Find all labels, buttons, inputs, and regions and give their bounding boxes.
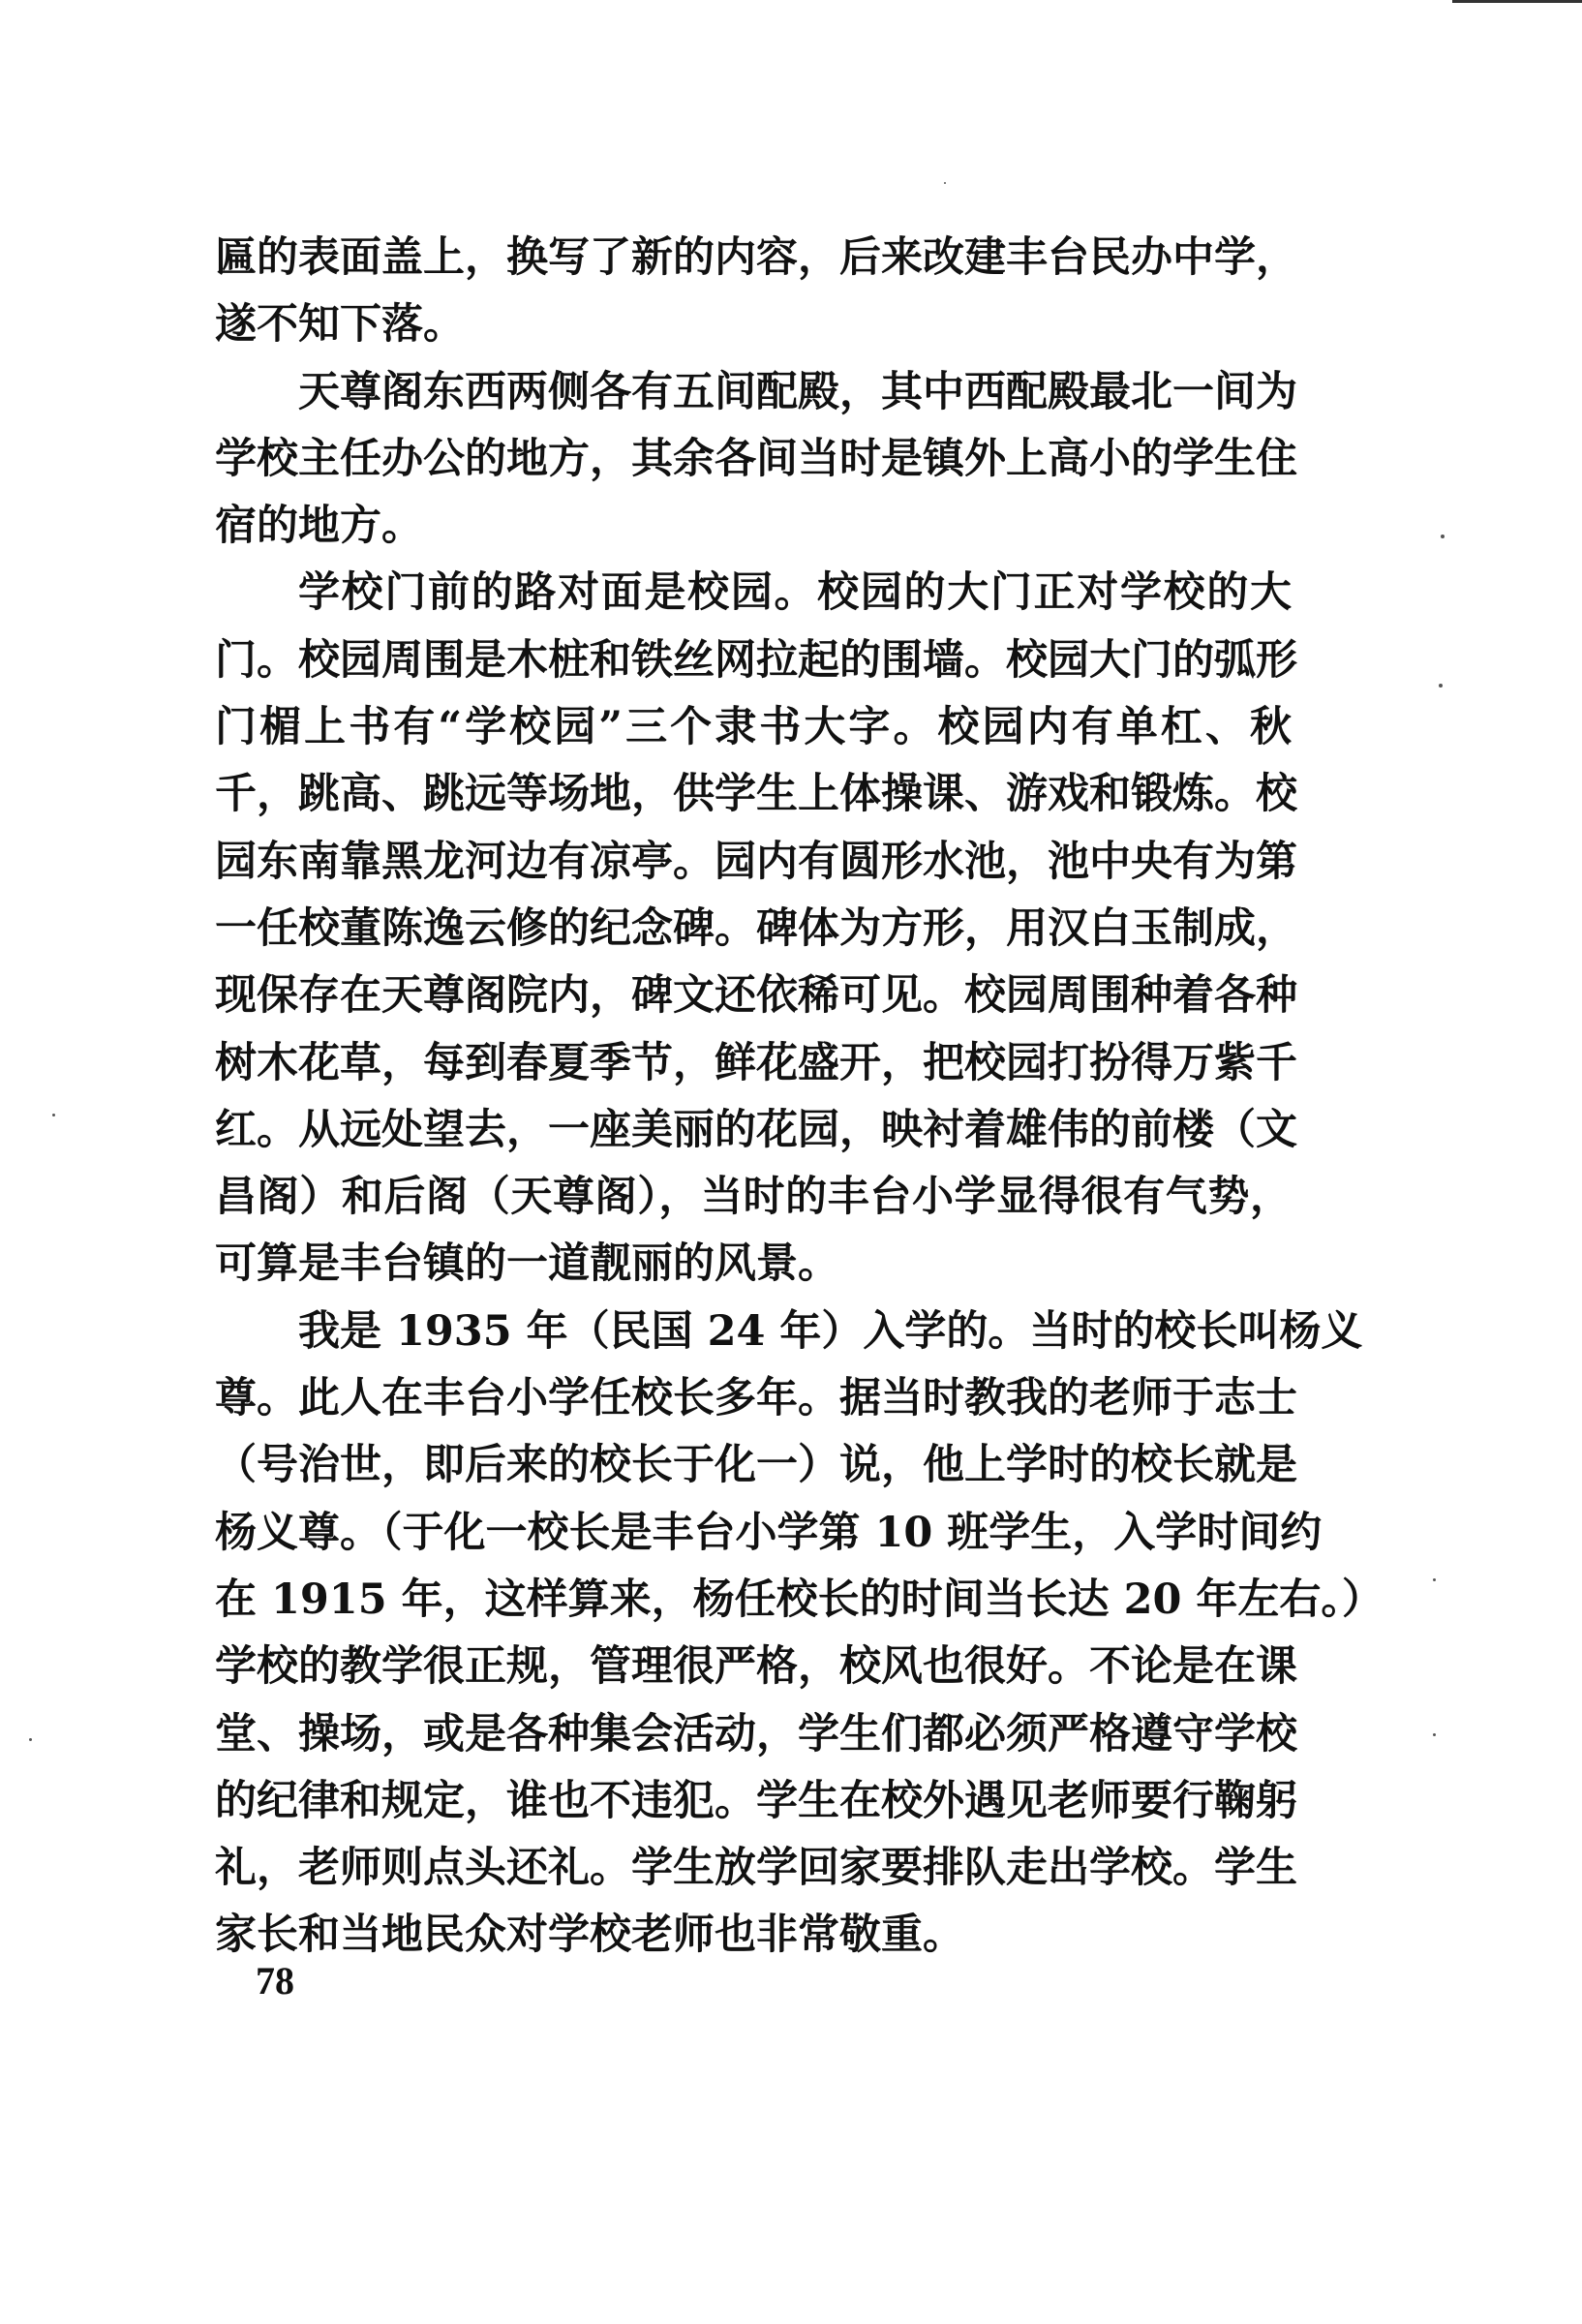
text-line: 天尊阁东西两侧各有五间配殿，其中西配殿最北一间为 (298, 367, 1297, 416)
text-line: 尊。此人在丰台小学任校长多年。据当时教我的老师于志士 (215, 1374, 1297, 1423)
body-text (215, 225, 1384, 1970)
scan-speck (29, 1738, 32, 1741)
text-line: 家长和当地民众对学校老师也非常敬重。 (215, 1911, 964, 1960)
text-line: 学校的教学很正规，管理很严格，校风也很好。不论是在课 (215, 1642, 1297, 1692)
text-line: 现保存在天尊阁院内，碑文还依稀可见。校园周围种着各种 (215, 971, 1297, 1021)
text-line: 门楣上书有“学校园”三个隶书大字。校园内有单杠、秋 (215, 703, 1292, 752)
scan-speck (52, 1114, 55, 1116)
text-line: 园东南靠黑龙河边有凉亭。园内有圆形水池，池中央有为第 (215, 837, 1297, 886)
page-number: 78 (256, 1959, 294, 2003)
text-line: 门。校园周围是木桩和铁丝网拉起的围墙。校园大门的弧形 (215, 635, 1297, 685)
text-line: 一任校董陈逸云修的纪念碑。碑体为方形，用汉白玉制成， (215, 903, 1297, 953)
text-line: 可算是丰台镇的一道靓丽的风景。 (215, 1239, 839, 1289)
text-line: 千，跳高、跳远等场地，供学生上体操课、游戏和锻炼。校 (215, 770, 1297, 819)
text-line: 学校门前的路对面是校园。校园的大门正对学校的大 (298, 568, 1292, 618)
text-line: 昌阁）和后阁（天尊阁），当时的丰台小学显得很有气势， (215, 1173, 1292, 1222)
text-line: 匾的表面盖上，换写了新的内容，后来改建丰台民办中学， (215, 233, 1297, 282)
text-line: 遂不知下落。 (215, 300, 465, 350)
text-line: 的纪律和规定，谁也不违犯。学生在校外遇见老师要行鞠躬 (215, 1776, 1297, 1825)
text-line: 在 1915 年，这样算来，杨任校长的时间当长达 20 年左右。） (215, 1575, 1384, 1624)
text-line: 礼，老师则点头还礼。学生放学回家要排队走出学校。学生 (215, 1844, 1297, 1893)
scan-edge-mark (1452, 0, 1582, 3)
text-line: 杨义尊。（于化一校长是丰台小学第 10 班学生，入学时间约 (215, 1508, 1323, 1557)
scan-speck (944, 182, 946, 184)
text-line: 我是 1935 年（民国 24 年）入学的。当时的校长叫杨义 (298, 1306, 1363, 1356)
text-line: 堂、操场，或是各种集会活动，学生们都必须严格遵守学校 (215, 1709, 1297, 1758)
text-line: 树木花草，每到春夏季节，鲜花盛开，把校园打扮得万紫千 (215, 1038, 1297, 1087)
text-line: 宿的地方。 (215, 502, 423, 551)
text-line: （号治世，即后来的校长于化一）说，他上学时的校长就是 (215, 1441, 1297, 1490)
text-line: 红。从远处望去，一座美丽的花园，映衬着雄伟的前楼（文 (215, 1105, 1297, 1154)
scan-speck (1441, 535, 1445, 538)
scan-speck (1439, 684, 1443, 688)
scan-speck (1433, 1733, 1436, 1736)
scan-speck (1433, 1578, 1436, 1581)
text-line: 学校主任办公的地方，其余各间当时是镇外上高小的学生住 (215, 434, 1297, 483)
